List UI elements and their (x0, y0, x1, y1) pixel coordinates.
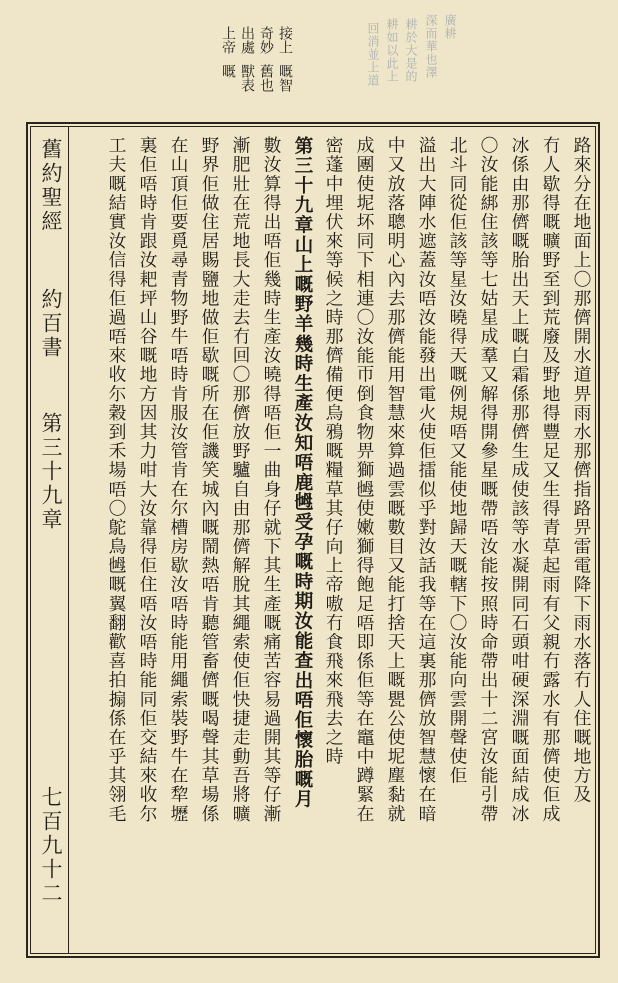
page-number: 七百九十二 (39, 786, 63, 906)
note-column-6: 舊也 (258, 64, 274, 92)
body-column-7: 中又放落聰明心內去那儕能用智慧來算過雲嘅數目又能打捨天上嘅甖公使坭塵黏就 (385, 136, 406, 824)
section-title: 約百書 (39, 288, 63, 360)
body-column-10-chapter-start: 第三十九章山上嘅野羊幾時生產汝知唔鹿乸受孕嘅時期汝能查出唔佢懷胎嘅月 (292, 136, 313, 810)
note-column-3: 出處 (239, 26, 255, 54)
body-column-1: 路來分在地面上〇那儕開水道畀雨水那儕指路畀雷電降下雨水落冇人住嘅地方及 (571, 136, 592, 805)
body-column-16: 工夫嘅結實汝信得佢過唔來收尓穀到禾場唔〇鴕鳥乸嘅翼翻歡喜拍搧係在乎其翎毛 (106, 136, 127, 824)
faint-top-column-5: 回消並上道 (366, 22, 380, 87)
body-column-6: 溢出大陣水遮蓋汝唔汝能發出電火使佢擂似乎對汝話我等在這裏那儕放智慧懷在暗 (416, 136, 437, 824)
note-column-7: 獸表 (239, 64, 255, 92)
faint-top-column-1: 廣耕 (443, 14, 457, 40)
body-column-11: 數汝算得出唔佢幾時生產汝曉得唔佢一曲身仔就下其生產嘅痛苦容易過開其等仔漸 (261, 136, 282, 824)
body-column-2: 冇人歇得嘅曠野至到荒廢及野地得豐足又生得青草起雨有父親冇露水有那儕使佢成 (540, 136, 561, 824)
note-column-4: 上帝 (220, 26, 236, 54)
body-column-13: 野界佢做住居賜鹽地做佢歇嘅所在佢譏笑城內嘅鬧熱唔肯聽管畜儕嘅喝聲其草場係 (199, 136, 220, 824)
note-column-5: 嘅智 (277, 64, 293, 92)
note-column-2: 奇妙 (258, 26, 274, 54)
body-column-5: 北斗同從佢該等星汝曉得天嘅例規唔又能使地歸天嘅轄下〇汝能向雲開聲使佢 (447, 136, 468, 786)
body-column-12: 漸肥壯在荒地長大走去冇回〇那儕放野驢自由那儕解脫其繩索使佢快捷走動吾將曠 (230, 136, 251, 824)
body-column-9: 密蓬中埋伏來等候之時那儕備便烏鴉嘅糧草其仔向上帝嗷冇食飛來飛去之時 (323, 136, 344, 766)
header-divider (68, 126, 69, 954)
body-column-3: 冰係由那儕嘅胎出天上嘅白霜係那儕生成使該等水凝開同石頭咁硬深淵嘅面結成冰 (509, 136, 530, 824)
body-column-8: 成團使坭坏同下相連〇汝能帀倒食物畀獅乸使嫩獅得飽足唔即係佢等在竈中蹲緊在 (354, 136, 375, 824)
faint-top-column-4: 耕如以此上 (385, 18, 399, 83)
body-column-4: 〇汝能綁住該等七姑星成羣又解得開參星嘅帶唔汝能按照時命帶出十二宮汝能引帶 (478, 136, 499, 824)
faint-top-column-3: 耕於大是的 (404, 18, 418, 83)
body-column-15: 裏佢唔時肯跟汝耙坪山谷嘅地方因其力咁大汝靠得佢住唔汝唔時能同佢交結來收尔 (137, 136, 158, 824)
note-column-1: 接上 (277, 26, 293, 54)
faint-top-column-2: 深而華也澤 (424, 14, 438, 79)
chapter-label: 第三十九章 (39, 412, 63, 532)
note-column-8: 嘅 (220, 64, 236, 78)
book-title: 舊約聖經 (39, 138, 63, 234)
body-column-14: 在山頂佢要覓尋青物野牛唔時肯服汝管肯在尔槽房歇汝唔時能用繩索裝野牛在犂壢 (168, 136, 189, 824)
